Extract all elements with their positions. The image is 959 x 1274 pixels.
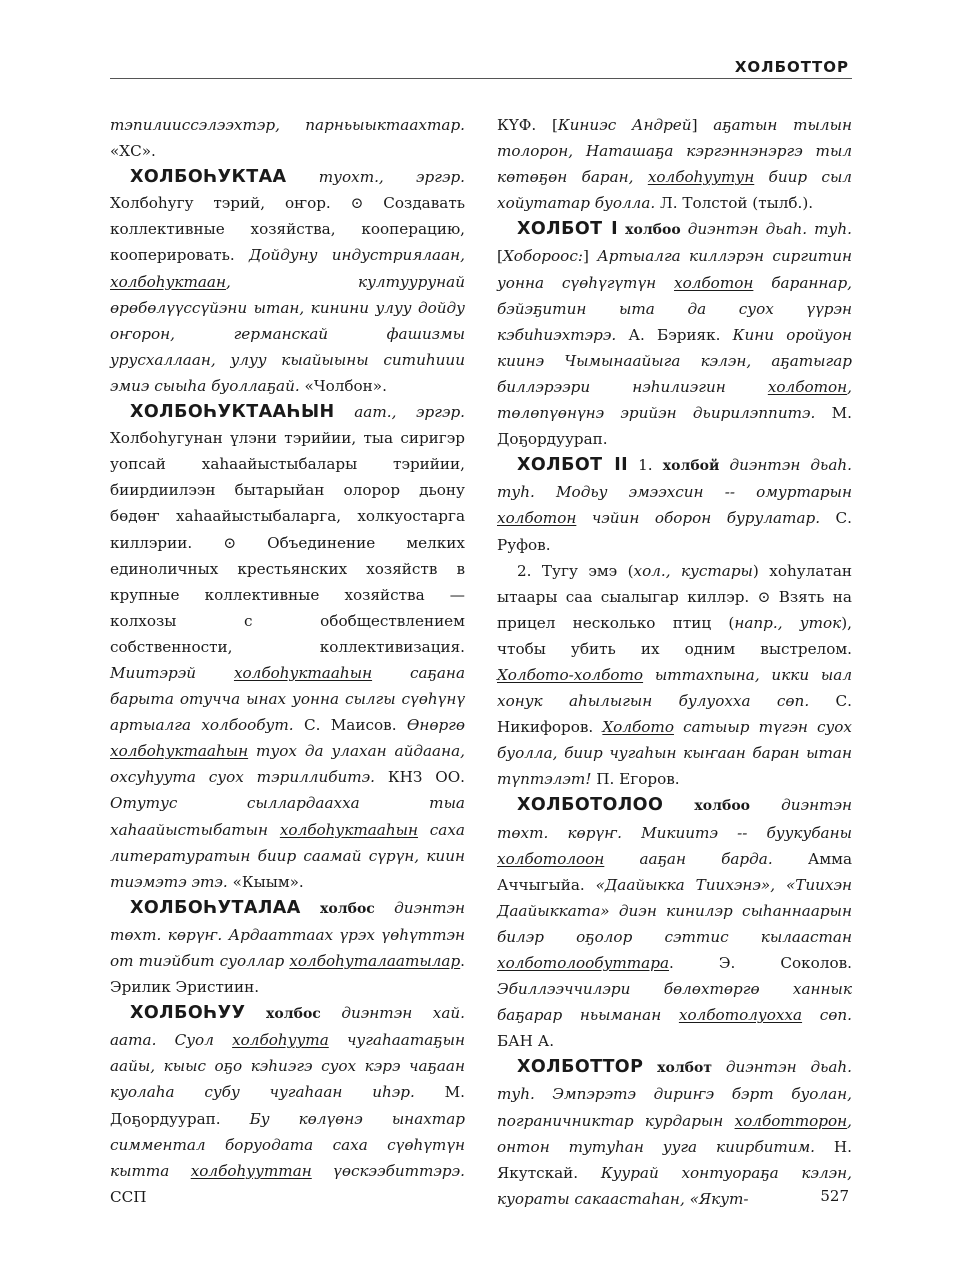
example: Киниэс Андрей: [557, 116, 692, 134]
headword: ХОЛБОҺУТАЛАА: [130, 897, 301, 918]
source: КҮФ. [: [497, 116, 558, 134]
cross-reference: холбоо: [618, 222, 681, 239]
underlined-term: холбоһуктааһын: [233, 663, 373, 682]
source: КНЗ ОО.: [375, 768, 465, 787]
dictionary-entry: [110, 164, 465, 399]
source: . Эрилик Эристиин.: [110, 952, 465, 997]
source: ССП: [110, 1187, 147, 1206]
grammar-label: диэнтэн дьаһ. туһ.: [680, 220, 852, 239]
example: Модьу эмээхсин -- омуртарын: [534, 483, 852, 502]
source: С. Никифоров.: [497, 692, 852, 737]
source: БАН А.: [497, 1032, 555, 1051]
source: А. Бэрияк.: [616, 325, 721, 344]
example: Бу көлүөнэ ынахтар симментал боруодата саха сүөһүтүн кытта: [110, 1109, 465, 1180]
dictionary-entry: [497, 1054, 852, 1212]
underlined-term: холботолуохха: [678, 1006, 803, 1025]
example: Суол: [156, 1031, 233, 1050]
source: Н. Якутскай.: [497, 1137, 852, 1182]
example: аҕатын тылын толорон, Наташаҕа кэргэннэнэргэ тыл көтөҕөн баран,: [497, 116, 852, 187]
cross-reference: холбой: [652, 458, 720, 475]
text: ]: [691, 116, 714, 134]
source: «ХС».: [110, 142, 156, 161]
underlined-term: холботон: [674, 273, 754, 292]
dictionary-entry: [497, 452, 852, 557]
definition: ) хоһулатан ытаары саа сыалыгар киллэр. ⊙ Взять на прицел несколько птиц (: [497, 561, 852, 632]
cross-reference: холбос: [300, 900, 375, 917]
example: чугаһаатаҕын аайы, кыыс оҕо кэһиэгэ суох кэрэ чаҕаан куолаһа субу чугаһаан иһэр.: [110, 1031, 465, 1102]
source: . Э. Соколов.: [669, 954, 852, 972]
example: Кини оройуон киинэ Чымынаайыга кэлэн, аҕатыгар биллэрээри нэһилиэгин: [497, 325, 852, 396]
example: ааҕан барда.: [604, 849, 773, 868]
grammar-label: туохт., эргэр.: [286, 168, 465, 187]
dictionary-entry: [497, 216, 852, 452]
right-column: [497, 112, 852, 1212]
example: Отутус сыллардаахха тыа хаһаайыстыбатын: [110, 794, 465, 839]
dictionary-entry: [110, 1000, 465, 1210]
example: үөскээбиттэрэ.: [311, 1161, 465, 1180]
cross-reference: холбос: [245, 1006, 321, 1023]
source: «Кыым».: [227, 872, 304, 891]
example: ыттахпына, икки ыал хонук аһылыгын булуохха сөп.: [497, 665, 852, 711]
example: Эмпэрэтэ дириҥэ бэрт буолан, пограничниктар курдарын: [497, 1085, 852, 1130]
text: [: [497, 247, 503, 266]
example: Дойдуну индустриялаан,: [234, 246, 465, 265]
underlined-term: холботолоон: [497, 849, 605, 868]
example: чэйин оборон бурулатар.: [576, 509, 821, 528]
underlined-term: холботон: [767, 377, 848, 396]
example: туох да улахан айдаана, охсуһуута суох тэриллибитэ.: [110, 742, 465, 787]
underlined-term: холботторон: [734, 1111, 848, 1130]
sense-paragraph: [497, 558, 852, 793]
source: Амма Аччыгыйа.: [497, 849, 853, 894]
grammar-label: диэнтэн төхт. көрүҥ.: [497, 796, 852, 842]
definition: Холбоһугу тэрий, оҥор. ⊙ Создавать коллективные хозяйства, кооперацию, кооперировать.: [110, 194, 465, 265]
example: Миитэрэй: [110, 663, 234, 682]
text: ]: [582, 247, 589, 266]
grammar-label: диэнтэн дьаһ. туһ.: [497, 1058, 853, 1104]
example: Хобороос:: [502, 247, 583, 266]
underlined-term: холбоһуктааһын: [110, 742, 249, 761]
underlined-term: холбоһууттан: [190, 1161, 312, 1180]
example: сөп.: [802, 1006, 852, 1025]
headword: ХОЛБОҺУКТААҺЫН: [130, 402, 335, 423]
header-rule: [110, 78, 852, 79]
source: С. Маисов.: [293, 716, 397, 735]
example: Артыалга киллэрэн сиргитин уонна сүөһүгүтүн: [497, 247, 852, 292]
underlined-term: холботон: [497, 509, 577, 528]
dictionary-entry: [110, 399, 465, 895]
grammar-label: диэнтэн төхт. көрүҥ.: [110, 898, 465, 944]
definition: ), чтобы убить их одним выстрелом.: [497, 613, 852, 658]
definition: 2. Тугу эмэ (: [517, 561, 634, 580]
source: «Чолбон».: [299, 376, 387, 395]
underlined-term: холбоһуталаатылар: [289, 952, 461, 970]
grammar-label: диэнтэн хай. аата.: [110, 1004, 465, 1050]
headword: ХОЛБОТ I: [517, 219, 619, 240]
headword: ХОЛБОТТОР: [517, 1057, 644, 1078]
underlined-term: холботолообуттара: [497, 954, 670, 972]
example: Куурай хонтуораҕа кэлэн, куораты сакаастаһан, «Якут-: [497, 1163, 852, 1208]
cross-reference: холбоо: [663, 798, 751, 815]
example: биир сыл хойутатар буолла.: [497, 168, 852, 213]
example: , онтон тутуһан ууга киирбитим.: [497, 1111, 852, 1156]
headword: ХОЛБОҺУКТАА: [130, 167, 287, 188]
source: М. Доҕордуурап.: [110, 1083, 465, 1128]
underlined-term: Холбото-холбото: [497, 665, 644, 684]
running-head: ХОЛБОТТОР: [734, 58, 849, 76]
sense-number: 1.: [628, 456, 653, 475]
underlined-term: холбоһуутун: [647, 168, 755, 187]
grammar-label: диэнтэн дьаһ. туһ.: [497, 456, 852, 502]
headword: ХОЛБОТ II: [517, 455, 629, 476]
example: Өнөргө: [396, 716, 466, 735]
source: М. Доҕордуурап.: [497, 404, 852, 449]
dictionary-entry: [497, 792, 852, 1054]
continuation-text: [110, 112, 465, 164]
underlined-term: холбоһуктааһын: [279, 820, 418, 839]
example: , култуурунай өрөбөлүүсcүйэни ытан, кинини улуу дойду оҥорон, германскай фашизмы урусхаллаан, улуу кыайыыны ситиһиии эмиэ сыыһа буоллаҕай.: [110, 272, 465, 395]
underlined-term: холбоһуута: [232, 1031, 329, 1050]
example: «Даайыкка Тиихэнэ», «Тиихэн Даайыккатa» диэн кинилэр сыһаннаарын билэр оҕолор сэттис кылаастан: [497, 875, 852, 946]
example: напр., уток: [734, 613, 842, 632]
dictionary-entry: [110, 895, 465, 1000]
source: Л. Толстой (тылб.).: [655, 194, 814, 213]
example: Эбиллээччилэри бөлөхтөргө ханнык баҕарар ньыманан: [497, 980, 852, 1025]
example: сатыыр түгэн суох буолла, биир чугаһын кыҥаан баран ытан түптэлэт!: [497, 718, 852, 789]
headword: ХОЛБОТОЛОО: [517, 795, 664, 816]
cross-reference: холбот: [643, 1060, 713, 1077]
example: Ардааттаах үрэх үөһүттэн от тиэйбит суоллар: [110, 925, 465, 970]
example: бараннар, бэйэҕитин ыта да суох үүрэн кэбиһиэхтэрэ.: [497, 273, 852, 344]
italic-example: тэпилиисcэлээхтэр, парньыыктаахтар.: [110, 116, 465, 134]
source: П. Егоров.: [591, 770, 680, 789]
headword: ХОЛБОҺУУ: [130, 1003, 246, 1024]
underlined-term: Холбото: [602, 718, 674, 737]
example: саҕана барыта отучча ынах уонна сылгы сүөһүнү артыалга холбообут.: [110, 663, 465, 735]
page-number: 527: [820, 1187, 849, 1205]
example: хол., кустары: [633, 561, 753, 580]
grammar-label: аат., эргэр.: [334, 403, 465, 422]
example: Микиитэ -- буукубаны: [621, 823, 852, 842]
underlined-term: холбоһуктаан: [110, 272, 226, 291]
example: саха литературатын биир саамай сүрүн, киин тиэмэтэ этэ.: [110, 820, 465, 891]
continuation-text: [497, 112, 852, 216]
left-column: [110, 112, 465, 1210]
example: , төлөпүөнүнэ эрийэн дьирилэппитэ.: [497, 377, 852, 423]
source: С. Руфов.: [497, 509, 852, 554]
definition: Холбоһугунан үлэни тэрийии, тыа сиригэр уопсай хаһаайыстыбалары тэрийии, биирдиилээн бытарыйан олорор дьону бөдөҥ хаһаайыстыбаларга, холкуостарга киллэрии. ⊙ Объединение мелких единоличных крестьянских хозяйств в крупные коллективные хозяйства — колхозы с обобществлением собственности, коллективизация.: [110, 429, 465, 656]
